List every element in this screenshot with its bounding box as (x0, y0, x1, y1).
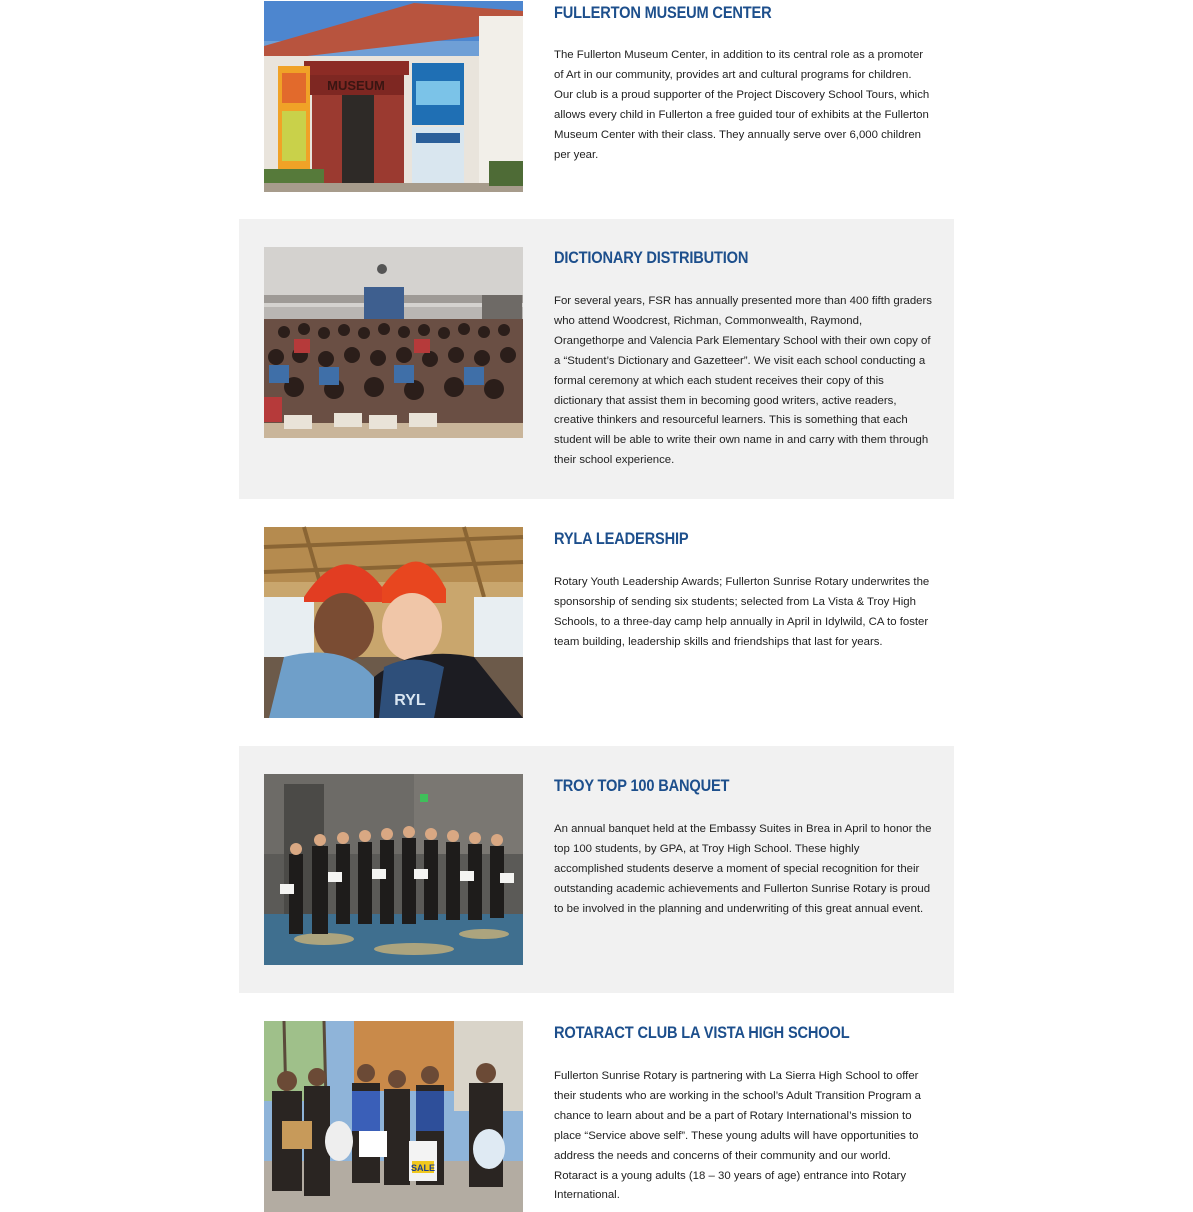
section-rotaract-club (239, 993, 954, 1202)
section-description: The Fullerton Museum Center, in addition to its central role as a promoter of Art in our community, provides art and cultural programs for children. Our club is a proud supporter of the Project Discovery School Tours, which allows every child in Fullerton a free guided tour of exhibits at the Fullerton Museum Center with their class. They annually serve over 6,000 children per year. (554, 49, 930, 161)
section-ryla-leadership (239, 499, 954, 746)
rotaract-group-image (264, 1021, 523, 1212)
section-dictionary-distribution (239, 219, 954, 499)
section-title: RYLA LEADERSHIP (554, 529, 689, 548)
section-title: DICTIONARY DISTRIBUTION (554, 248, 749, 267)
museum-building-image (264, 1, 523, 192)
shirt-text: RYL (394, 692, 426, 709)
section-description: For several years, FSR has annually presented more than 400 fifth graders who attend Woodcrest, Richman, Commonwealth, Raymond, Orangethorpe and Valencia Park Elementary School with their own copy of a “Student’s Dictionary and Gazetteer”. We visit each school conducting a formal ceremony at which each student receives their copy of this dictionary that assist them in becoming good writers, active readers, creative thinkers and resourceful learners. This is something that each student will be able to write their own name in and carry with them through their school experience. (554, 295, 932, 467)
banquet-photo (264, 774, 523, 965)
bag-text: SALE (410, 1163, 436, 1173)
section-description: Rotary Youth Leadership Awards; Fullerton Sunrise Rotary underwrites the sponsorship of sending six students; selected from La Vista & Troy High Schools, to a three-day camp help annually in April in Idylwild, CA to foster team building, leadership skills and friendships that last for years. (554, 576, 930, 648)
section-description: An annual banquet held at the Embassy Suites in Brea in April to honor the top 100 students, by GPA, at Troy High School. These highly accomplished students deserve a moment of special recognition for their outstanding academic achievements and Fullerton Sunrise Rotary is proud to be involved in the planning and underwriting of this great annual event. (554, 823, 932, 915)
dictionary-photo (264, 247, 523, 438)
section-title: TROY TOP 100 BANQUET (554, 776, 730, 795)
students-group-image (264, 247, 523, 438)
ryla-photo (264, 527, 523, 718)
rotaract-photo (264, 1021, 523, 1193)
section-title: FULLERTON MUSEUM CENTER (554, 3, 772, 22)
section-description: Fullerton Sunrise Rotary is partnering with La Sierra High School to offer their students who are working in the school’s Adult Transition Program a chance to learn about and be a part of Rotary International’s mission to place “Service above self”. These young adults will have opportunities to address the needs and concerns of their community and our world. Rotaract is a young adults (18 – 30 years of age) entrance into Rotary International. (554, 1070, 922, 1202)
section-museum-center (239, 0, 954, 219)
section-title: ROTARACT CLUB LA VISTA HIGH SCHOOL (554, 1023, 850, 1042)
banquet-group-image (264, 774, 523, 965)
section-troy-banquet (239, 746, 954, 993)
helmet-selfie-image (264, 527, 523, 718)
museum-photo (264, 1, 523, 192)
museum-sign-text: MUSEUM (327, 78, 385, 93)
